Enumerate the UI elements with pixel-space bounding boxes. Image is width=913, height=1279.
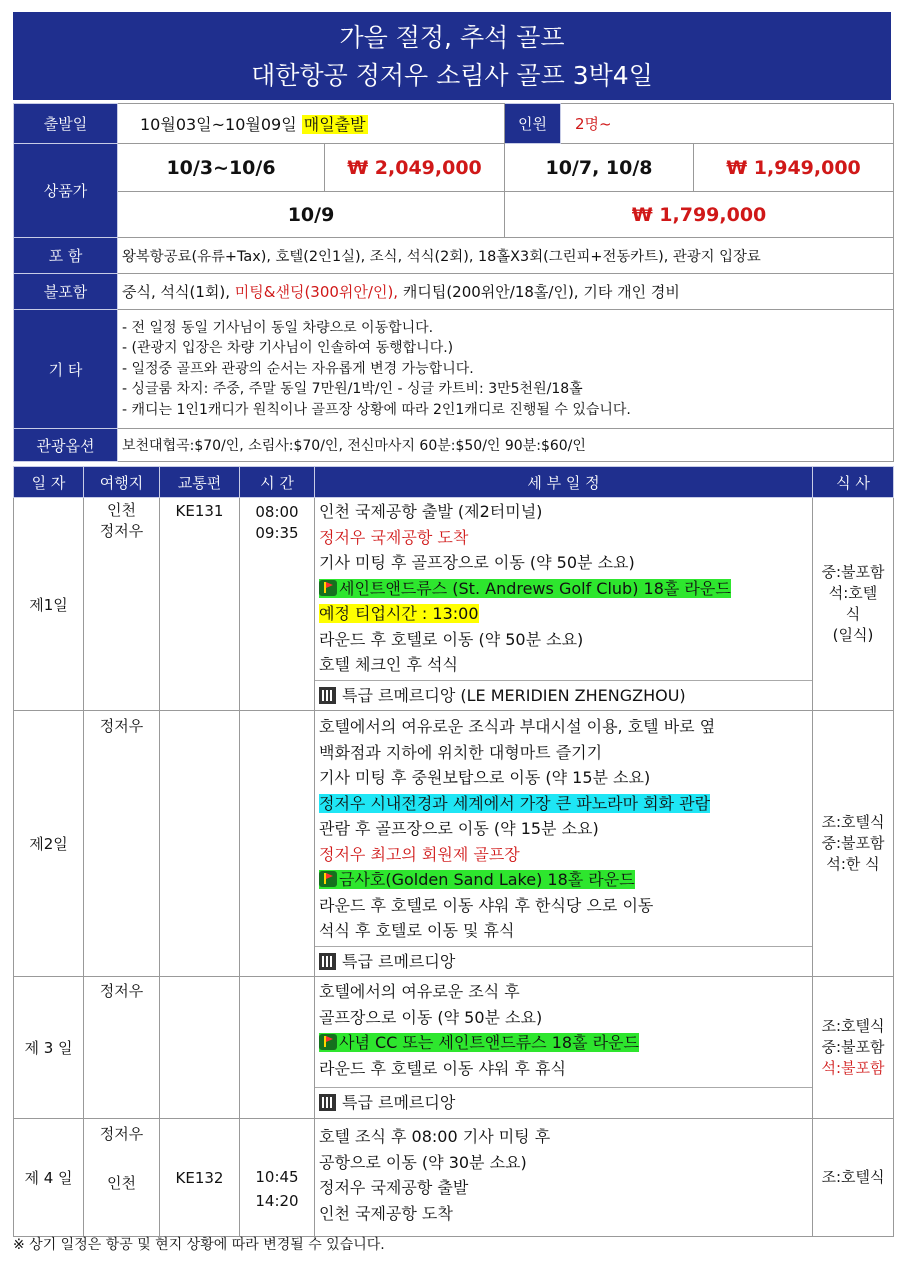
price-value-1: ₩ 2,049,000 — [325, 144, 505, 192]
etc-label: 기 타 — [14, 310, 118, 429]
flight: KE131 — [160, 498, 240, 711]
depart-value: 10월03일~10월09일 — [140, 115, 297, 134]
hotel-row — [315, 680, 812, 711]
price-value-2: ₩ 1,949,000 — [694, 144, 894, 192]
detail-line: 기사 미팅 후 골프장으로 이동 (약 50분 소요) — [319, 553, 635, 572]
schedule-row-day4 — [14, 1119, 894, 1237]
detail-line: 기사 미팅 후 중원보탑으로 이동 (약 15분 소요) — [319, 768, 651, 787]
day-label: 제 3 일 — [14, 977, 84, 1119]
details-cell — [315, 498, 813, 711]
hotel-row — [315, 1087, 812, 1118]
detail-line: 인천 국제공항 출발 (제2터미널) — [319, 502, 543, 521]
price-label: 상품가 — [14, 144, 118, 238]
hotel-row — [315, 946, 812, 977]
detail-line: 세인트앤드류스 (St. Andrews Golf Club) 18홀 라운드 — [339, 578, 731, 598]
details-cell — [315, 711, 813, 977]
exclude-a: 중식, 석식(1회), — [122, 283, 235, 301]
detail-line: 인천 국제공항 도착 — [319, 1203, 453, 1223]
place-cell — [84, 1119, 160, 1237]
detail-line: 공항으로 이동 (약 30분 소요) — [319, 1152, 527, 1172]
meal: 석:호텔 — [828, 584, 878, 602]
detail-line: 정저우 최고의 회원제 골프장 — [319, 844, 520, 864]
hotel-name: 특급 르메르디앙 — [342, 951, 456, 971]
meal: 조:호텔식 — [821, 1017, 885, 1035]
etc-line: - (관광지 입장은 차량 기사님이 인솔하여 동행합니다.) — [122, 340, 454, 357]
hotel-building-icon — [319, 687, 336, 704]
price-period-3: 10/9 — [118, 192, 505, 238]
etc-line: - 캐디는 1인1캐디가 원칙이나 골프장 상황에 따라 2인1캐디로 진행될 수 있습니다. — [122, 401, 631, 418]
detail-line: 예정 티업시간 : 13:00 — [319, 604, 479, 623]
detail-line: 라운드 후 호텔로 이동 (약 50분 소요) — [319, 629, 584, 649]
header-place: 여행지 — [84, 467, 160, 498]
details-cell — [315, 977, 813, 1119]
place: 인천 — [107, 501, 136, 519]
hotel-name: 특급 르메르디앙 (LE MERIDIEN ZHENGZHOU) — [342, 685, 686, 705]
detail-line: 호텔에서의 여유로운 조식과 부대시설 이용, 호텔 바로 옆 — [319, 717, 716, 736]
exclude-b: 미팅&샌딩(300위안/인), — [234, 283, 403, 301]
time-cell — [240, 1119, 315, 1237]
header-day: 일 자 — [14, 467, 84, 498]
schedule-row-day3 — [14, 977, 894, 1119]
header-details: 세 부 일 정 — [315, 467, 813, 498]
etc-line: - 싱글룸 차지: 주중, 주말 동일 7만원/1박/인 - 싱글 카트비: 3만5천원/18홀 — [122, 381, 583, 398]
meal: 석:한 식 — [826, 855, 880, 873]
golf-highlight — [319, 870, 635, 889]
price-period-1: 10/3~10/6 — [118, 144, 325, 192]
header-meals: 식 사 — [813, 467, 894, 498]
price-period-2: 10/7, 10/8 — [505, 144, 694, 192]
detail-line: 골프장으로 이동 (약 50분 소요) — [319, 1007, 543, 1027]
etc-line: - 일정중 골프와 관광의 순서는 자유롭게 변경 가능합니다. — [122, 360, 474, 377]
meals-cell — [813, 977, 894, 1119]
time: 10:45 — [255, 1168, 299, 1186]
detail-line: 라운드 후 호텔로 이동 샤워 후 한식당 으로 이동 — [319, 895, 654, 915]
place: 정저우 — [84, 977, 160, 1119]
meal: 석:불포함 — [821, 1059, 885, 1077]
place: 정저우 — [99, 522, 144, 540]
detail-line: 금사호(Golden Sand Lake) 18홀 라운드 — [339, 870, 635, 889]
meals-cell — [813, 711, 894, 977]
detail-line: 관람 후 골프장으로 이동 (약 15분 소요) — [319, 819, 599, 838]
depart-cell — [118, 104, 505, 144]
day-label: 제2일 — [14, 711, 84, 977]
etc-cell — [118, 310, 894, 429]
time-cell — [240, 498, 315, 711]
meal: 중:불포함 — [821, 563, 885, 581]
header-time: 시 간 — [240, 467, 315, 498]
hotel-building-icon — [319, 953, 336, 970]
place: 정저우 — [84, 711, 160, 977]
include-value: 왕복항공료(유류+Tax), 호텔(2인1실), 조식, 석식(2회), 18홀X3회(그린피+전동카트), 관광지 입장료 — [118, 238, 894, 274]
page-subtitle: 대한항공 정저우 소림사 골프 3박4일 — [251, 61, 653, 90]
options-value: 보천대협곡:$70/인, 소림사:$70/인, 전신마사지 60분:$50/인 90분:$60/인 — [118, 429, 894, 462]
include-label: 포 함 — [14, 238, 118, 274]
meal: 식 — [845, 605, 861, 623]
detail-line: 정저우 시내전경과 세계에서 가장 큰 파노라마 회화 관람 — [319, 793, 711, 813]
schedule-row-day2 — [14, 711, 894, 977]
detail-line: 호텔에서의 여유로운 조식 후 — [319, 982, 520, 1001]
detail-line: 호텔 체크인 후 석식 — [319, 655, 458, 674]
header-transport: 교통편 — [160, 467, 240, 498]
exclude-label: 불포함 — [14, 274, 118, 310]
hotel-name: 특급 르메르디앙 — [342, 1093, 456, 1112]
golf-flag-icon — [319, 580, 337, 596]
time: 08:00 — [255, 503, 299, 521]
depart-badge: 매일출발 — [303, 115, 366, 134]
schedule-table — [13, 466, 894, 1237]
footnote: ※ 상기 일정은 항공 및 현지 상황에 따라 변경될 수 있습니다. — [13, 1237, 385, 1253]
page-title: 가을 절정, 추석 골프 — [339, 23, 565, 52]
info-table — [13, 103, 894, 462]
detail-line: 라운드 후 호텔로 이동 샤워 후 휴식 — [319, 1058, 566, 1078]
price-value-3: ₩ 1,799,000 — [505, 192, 894, 238]
detail-line: 정저우 국제공항 도착 — [319, 527, 469, 547]
day-label: 제1일 — [14, 498, 84, 711]
etc-line: - 전 일정 동일 기사님이 동일 차량으로 이동합니다. — [122, 319, 434, 336]
options-label: 관광옵션 — [14, 429, 118, 462]
place: 인천 — [107, 1174, 136, 1192]
golf-flag-icon — [319, 1034, 337, 1050]
meal: 조:호텔식 — [821, 1168, 885, 1186]
detail-line: 호텔 조식 후 08:00 기사 미팅 후 — [319, 1127, 551, 1146]
exclude-c: 캐디팁(200위안/18홀/인), 기타 개인 경비 — [402, 283, 680, 301]
golf-highlight — [319, 579, 731, 598]
meal: 중:불포함 — [821, 1038, 885, 1056]
people-label: 인원 — [505, 104, 561, 144]
exclude-cell — [118, 274, 894, 310]
meals-cell — [813, 498, 894, 711]
detail-line: 석식 후 호텔로 이동 및 휴식 — [319, 921, 515, 940]
meal: (일식) — [832, 626, 874, 644]
details-cell — [315, 1119, 813, 1237]
people-value: 2명~ — [561, 104, 894, 144]
place: 정저우 — [99, 1125, 144, 1143]
time: 14:20 — [255, 1192, 299, 1210]
meal: 조:호텔식 — [821, 813, 885, 831]
detail-line: 사념 CC 또는 세인트앤드류스 18홀 라운드 — [339, 1033, 639, 1052]
meals-cell — [813, 1119, 894, 1237]
hotel-building-icon — [319, 1094, 336, 1111]
schedule-row-day1 — [14, 498, 894, 711]
time: 09:35 — [255, 524, 299, 542]
title-banner — [13, 12, 891, 100]
flight: KE132 — [160, 1119, 240, 1237]
place-cell — [84, 498, 160, 711]
meal: 중:불포함 — [821, 834, 885, 852]
detail-line: 정저우 국제공항 출발 — [319, 1178, 469, 1197]
golf-flag-icon — [319, 871, 337, 887]
depart-label: 출발일 — [14, 104, 118, 144]
day-label: 제 4 일 — [14, 1119, 84, 1237]
golf-highlight — [319, 1033, 639, 1052]
detail-line: 백화점과 지하에 위치한 대형마트 즐기기 — [319, 742, 603, 762]
